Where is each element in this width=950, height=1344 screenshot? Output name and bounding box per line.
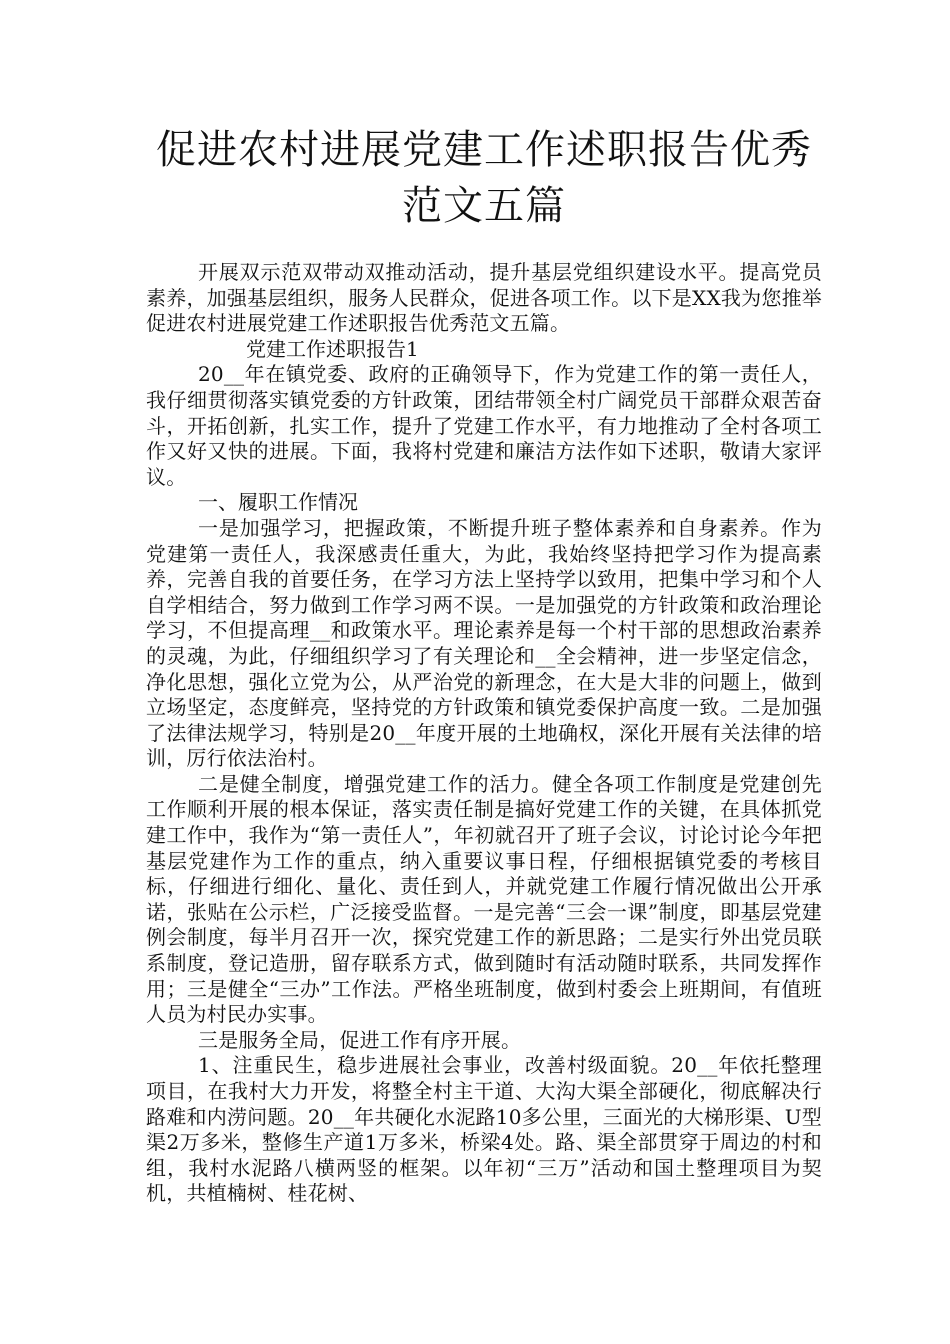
paragraph-4: 三是服务全局，促进工作有序开展。	[198, 1027, 522, 1052]
paragraph-1: 20__年在镇党委、政府的正确领导下，作为党建工作的第一责任人，我仔细贯彻落实镇党委的方针政策，团结带领全村广阔党员干部群众艰苦奋斗，开拓创新，扎实工作，提升了党建工作水平，有力地推动了全村各项工作又好又快的进展。下面，我将村党建和廉洁方法作如下述职，敬请大家评议。	[146, 362, 822, 489]
paragraph-3: 二是健全制度，增强党建工作的活力。健全各项工作制度是党建创先工作顺利开展的根本保证，落实责任制是搞好党建工作的关键，在具体抓党建工作中，我作为“第一责任人”，年初就召开了班子会议，讨论讨论今年把基层党建作为工作的重点，纳入重要议事日程，仔细根据镇党委的考核目标，仔细进行细化、量化、责任到人，并就党建工作履行情况做出公开承诺，张贴在公示栏，广泛接受监督。一是完善“三会一课”制度，即基层党建例会制度，每半月召开一次，探究党建工作的新思路；二是实行外出党员联系制度，登记造册，留存联系方式，做到随时有活动随时联系，共同发挥作用；三是健全“三办”工作法。严格坐班制度，做到村委会上班期间，有值班人员为村民办实事。	[146, 771, 822, 1027]
document-page	[146, 122, 822, 1207]
paragraph-5: 1、注重民生，稳步进展社会事业，改善村级面貌。20__年依托整理项目，在我村大力开发，将整全村主干道、大沟大渠全部硬化，彻底解决行路难和内涝问题。20__年共硬化水泥路10多公里，三面光的大梯形渠、U型渠2万多米，整修生产道1万多米，桥梁4处。路、渠全部贯穿于周边的村和组，我村水泥路八横两竖的框架。以年初“三万”活动和国土整理项目为契机，共植楠树、桂花树、	[146, 1053, 822, 1206]
report-heading: 党建工作述职报告1	[246, 336, 419, 361]
document-title: 促进农村进展党建工作述职报告优秀范文五篇	[156, 127, 812, 229]
intro-paragraph: 开展双示范双带动双推动活动，提升基层党组织建设水平。提高党员素养，加强基层组织，服务人民群众，促进各项工作。以下是XX我为您推举促进农村进展党建工作述职报告优秀范文五篇。	[146, 260, 822, 336]
paragraph-2: 一是加强学习，把握政策，不断提升班子整体素养和自身素养。作为党建第一责任人，我深感责任重大，为此，我始终坚持把学习作为提高素养，完善自我的首要任务，在学习方法上坚持学以致用，把集中学习和个人自学相结合，努力做到工作学习两不误。一是加强党的方针政策和政治理论学习，不但提高理__和政策水平。理论素养是每一个村干部的思想政治素养的灵魂，为此，仔细组织学习了有关理论和__全会精神，进一步坚定信念，净化思想，强化立党为公，从严治党的新理念，在大是大非的问题上，做到立场坚定，态度鲜亮，坚持党的方针政策和镇党委保护高度一致。二是加强了法律法规学习，特别是20__年度开展的土地确权，深化开展有关法律的培训，厉行依法治村。	[146, 515, 822, 771]
section-heading-1: 一、履职工作情况	[198, 490, 358, 515]
